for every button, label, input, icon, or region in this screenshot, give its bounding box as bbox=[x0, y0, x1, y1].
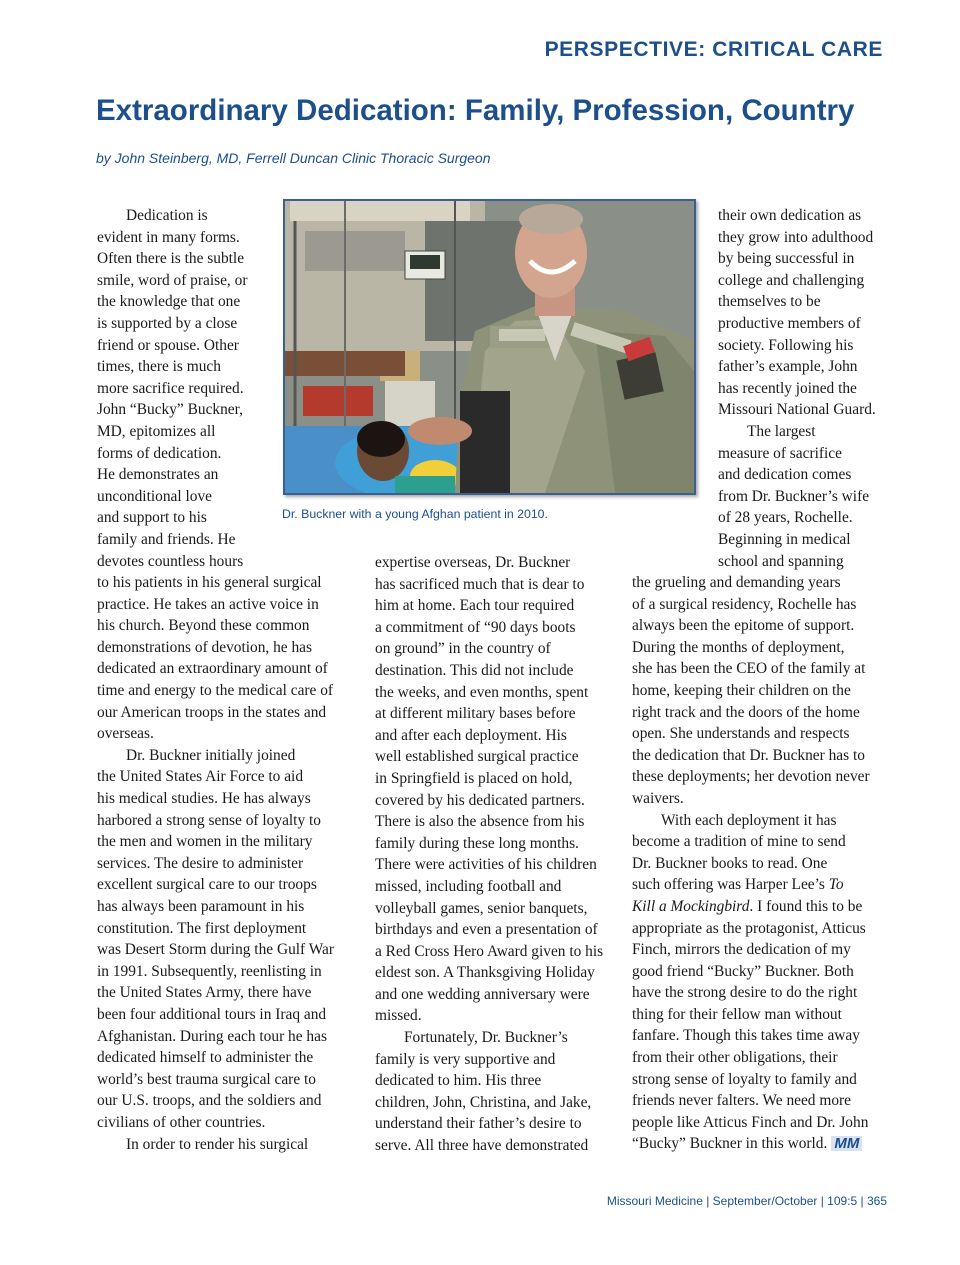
text-line: Often there is the subtle bbox=[97, 250, 245, 268]
text-line: evident in many forms. bbox=[97, 228, 240, 246]
text-line: him at home. Each tour required bbox=[375, 597, 575, 615]
page-footer: Missouri Medicine | September/October | 109:5 | 365 bbox=[606, 1194, 887, 1208]
text-line: home, keeping their children on the bbox=[632, 681, 851, 699]
text-line: she has been the CEO of the family at bbox=[632, 660, 866, 678]
text-line: unconditional love bbox=[97, 487, 212, 505]
text-line: is supported by a close bbox=[97, 314, 238, 332]
text-line: family and friends. He bbox=[97, 530, 236, 548]
text-line: John “Bucky” Buckner, bbox=[97, 401, 243, 419]
text-line: expertise overseas, Dr. Buckner bbox=[375, 554, 571, 571]
text-line: in 1991. Subsequently, reenlisting in bbox=[97, 962, 322, 980]
text-line: our American troops in the states and bbox=[97, 703, 327, 721]
text-line: demonstrations of devotion, he has bbox=[97, 638, 313, 656]
text-line: and dedication comes bbox=[718, 466, 852, 484]
text-line: understand their father’s desire to bbox=[375, 1115, 582, 1133]
text-line: the weeks, and even months, spent bbox=[375, 683, 589, 701]
text-line: the men and women in the military bbox=[97, 833, 313, 851]
text-line: and after each deployment. His bbox=[375, 726, 567, 744]
text-line: people like Atticus Finch and Dr. John bbox=[632, 1113, 869, 1131]
text-line: to his patients in his general surgical bbox=[97, 574, 322, 592]
text-line: times, there is much bbox=[97, 358, 221, 376]
section-header: PERSPECTIVE: CRITICAL CARE bbox=[544, 38, 883, 61]
column-3-top bbox=[718, 205, 876, 572]
text-line: Finch, mirrors the dedication of my bbox=[632, 941, 851, 959]
text-line: and one wedding anniversary were bbox=[375, 985, 590, 1003]
text-line: was Desert Storm during the Gulf War bbox=[97, 941, 334, 959]
text-line: Dedication is bbox=[126, 207, 208, 224]
text-line: the United States Army, there have bbox=[97, 984, 312, 1002]
text-line: practice. He takes an active voice in bbox=[97, 595, 319, 613]
article-photo bbox=[283, 199, 696, 495]
text-line: has recently joined the bbox=[718, 379, 857, 397]
text-line: college and challenging bbox=[718, 271, 865, 289]
text-line: school and spanning bbox=[718, 552, 844, 570]
text-line: good friend “Bucky” Buckner. Both bbox=[632, 962, 854, 980]
text-line: dedicated an extraordinary amount of bbox=[97, 660, 328, 678]
text-line: dedicated himself to administer the bbox=[97, 1049, 314, 1067]
text-line: these deployments; her devotion never bbox=[632, 768, 870, 786]
end-mark-logo: MM bbox=[831, 1136, 862, 1151]
column-1 bbox=[97, 205, 334, 1155]
text-line: productive members of bbox=[718, 314, 861, 332]
text-line: the grueling and demanding years bbox=[632, 574, 841, 591]
text-line: at different military bases before bbox=[375, 705, 576, 723]
text-line: He demonstrates an bbox=[97, 466, 219, 484]
text-line: from their other obligations, their bbox=[632, 1049, 838, 1067]
text-line: been four additional tours in Iraq and bbox=[97, 1005, 327, 1023]
text-line: has sacrificed much that is dear to bbox=[375, 575, 585, 593]
byline: by John Steinberg, MD, Ferrell Duncan Clinic Thoracic Surgeon bbox=[96, 150, 491, 166]
text-line: “Bucky” Buckner in this world. MM bbox=[632, 1133, 870, 1155]
text-line: Beginning in medical bbox=[718, 530, 851, 548]
text-line: the United States Air Force to aid bbox=[97, 768, 304, 786]
text-line: children, John, Christina, and Jake, bbox=[375, 1093, 592, 1111]
text-line: strong sense of loyalty to family and bbox=[632, 1070, 857, 1088]
text-line: and support to his bbox=[97, 509, 207, 527]
text-line: devotes countless hours bbox=[97, 552, 244, 570]
text-line: more sacrifice required. bbox=[97, 379, 244, 397]
text-line: time and energy to the medical care of bbox=[97, 682, 334, 700]
text-line: There were activities of his children bbox=[375, 856, 597, 874]
text-line: smile, word of praise, or bbox=[97, 271, 248, 289]
text-line: eldest son. A Thanksgiving Holiday bbox=[375, 964, 595, 982]
photo-caption: Dr. Buckner with a young Afghan patient in 2010. bbox=[282, 507, 548, 521]
text-line: well established surgical practice bbox=[375, 748, 579, 766]
text-line: a Red Cross Hero Award given to his bbox=[375, 942, 604, 960]
text-line: Kill a Mockingbird. I found this to be bbox=[632, 897, 863, 915]
text-line: destination. This did not include bbox=[375, 661, 574, 679]
text-line: There is also the absence from his bbox=[375, 813, 585, 831]
text-line: his medical studies. He has always bbox=[97, 790, 311, 808]
text-line: on ground” in the country of bbox=[375, 640, 551, 658]
text-line: forms of dedication. bbox=[97, 444, 222, 462]
text-line: measure of sacrifice bbox=[718, 444, 842, 462]
text-line: their own dedication as bbox=[718, 207, 862, 224]
text-line: family during these long months. bbox=[375, 834, 579, 852]
text-line: Fortunately, Dr. Buckner’s bbox=[404, 1029, 568, 1047]
text-line: friend or spouse. Other bbox=[97, 336, 239, 354]
text-line: family is very supportive and bbox=[375, 1050, 556, 1068]
text-line: birthdays and even a presentation of bbox=[375, 921, 598, 939]
book-title-part: To bbox=[828, 876, 844, 894]
text-line: In order to render his surgical bbox=[126, 1135, 309, 1153]
text-line: covered by his dedicated partners. bbox=[375, 791, 585, 809]
text-line: Dr. Buckner books to read. One bbox=[632, 854, 828, 872]
text-line: father’s example, John bbox=[718, 358, 858, 376]
text-line: has always been paramount in his bbox=[97, 898, 305, 915]
text-line: Dr. Buckner initially joined bbox=[126, 746, 296, 764]
text-line: themselves to be bbox=[718, 293, 821, 311]
text-line: fanfare. Though this takes time away bbox=[632, 1027, 860, 1045]
text-line: our U.S. troops, and the soldiers and bbox=[97, 1092, 322, 1110]
text-line: harbored a strong sense of loyalty to bbox=[97, 811, 321, 829]
text-line: of 28 years, Rochelle. bbox=[718, 509, 853, 527]
text-line: open. She understands and respects bbox=[632, 725, 850, 743]
text-line: the dedication that Dr. Buckner has to bbox=[632, 746, 865, 764]
text-line: a commitment of “90 days boots bbox=[375, 618, 576, 636]
text-line: missed. bbox=[375, 1007, 422, 1025]
text-line: from Dr. Buckner’s wife bbox=[718, 487, 870, 505]
text-line: society. Following his bbox=[718, 336, 854, 354]
text-line: waivers. bbox=[632, 789, 684, 807]
text-line: missed, including football and bbox=[375, 877, 562, 895]
text-line: become a tradition of mine to send bbox=[632, 833, 846, 851]
text-line: The largest bbox=[747, 422, 816, 440]
text-line: always been the epitome of support. bbox=[632, 617, 855, 635]
text-line: have the strong desire to do the right bbox=[632, 984, 858, 1002]
text-line: they grow into adulthood bbox=[718, 228, 874, 246]
text-line: constitution. The first deployment bbox=[97, 919, 307, 937]
text-line: excellent surgical care to our troops bbox=[97, 876, 317, 894]
text-line: by being successful in bbox=[718, 250, 855, 268]
text-line: thing for their fellow man without bbox=[632, 1005, 842, 1023]
text-line: volleyball games, senior banquets, bbox=[375, 899, 588, 917]
text-line: MD, epitomizes all bbox=[97, 422, 216, 440]
article-title: Extraordinary Dedication: Family, Profession, Country bbox=[96, 94, 855, 127]
text-line: right track and the doors of the home bbox=[632, 703, 860, 721]
text-line: of a surgical residency, Rochelle has bbox=[632, 595, 857, 613]
text-line: world’s best trauma surgical care to bbox=[97, 1070, 316, 1088]
text-line: friends never falters. We need more bbox=[632, 1092, 851, 1110]
book-title-part: Kill a Mockingbird bbox=[632, 897, 750, 915]
text-line: appropriate as the protagonist, Atticus bbox=[632, 919, 866, 937]
text-line: in Springfield is placed on hold, bbox=[375, 769, 573, 787]
column-3-bottom bbox=[632, 572, 870, 1155]
text-line: Missouri National Guard. bbox=[718, 401, 876, 419]
text-line: Afghanistan. During each tour he has bbox=[97, 1027, 327, 1045]
text-line: overseas. bbox=[97, 725, 154, 743]
text-line: With each deployment it has bbox=[661, 811, 837, 829]
column-2 bbox=[375, 552, 603, 1157]
text-line: During the months of deployment, bbox=[632, 638, 845, 656]
text-line: his church. Beyond these common bbox=[97, 617, 310, 635]
text-line: such offering was Harper Lee’s To bbox=[632, 876, 844, 894]
text-line: serve. All three have demonstrated bbox=[375, 1137, 589, 1155]
text-line: dedicated to him. His three bbox=[375, 1072, 542, 1090]
text-line: services. The desire to administer bbox=[97, 854, 304, 872]
text-line: civilians of other countries. bbox=[97, 1113, 266, 1131]
text-line: the knowledge that one bbox=[97, 293, 241, 311]
